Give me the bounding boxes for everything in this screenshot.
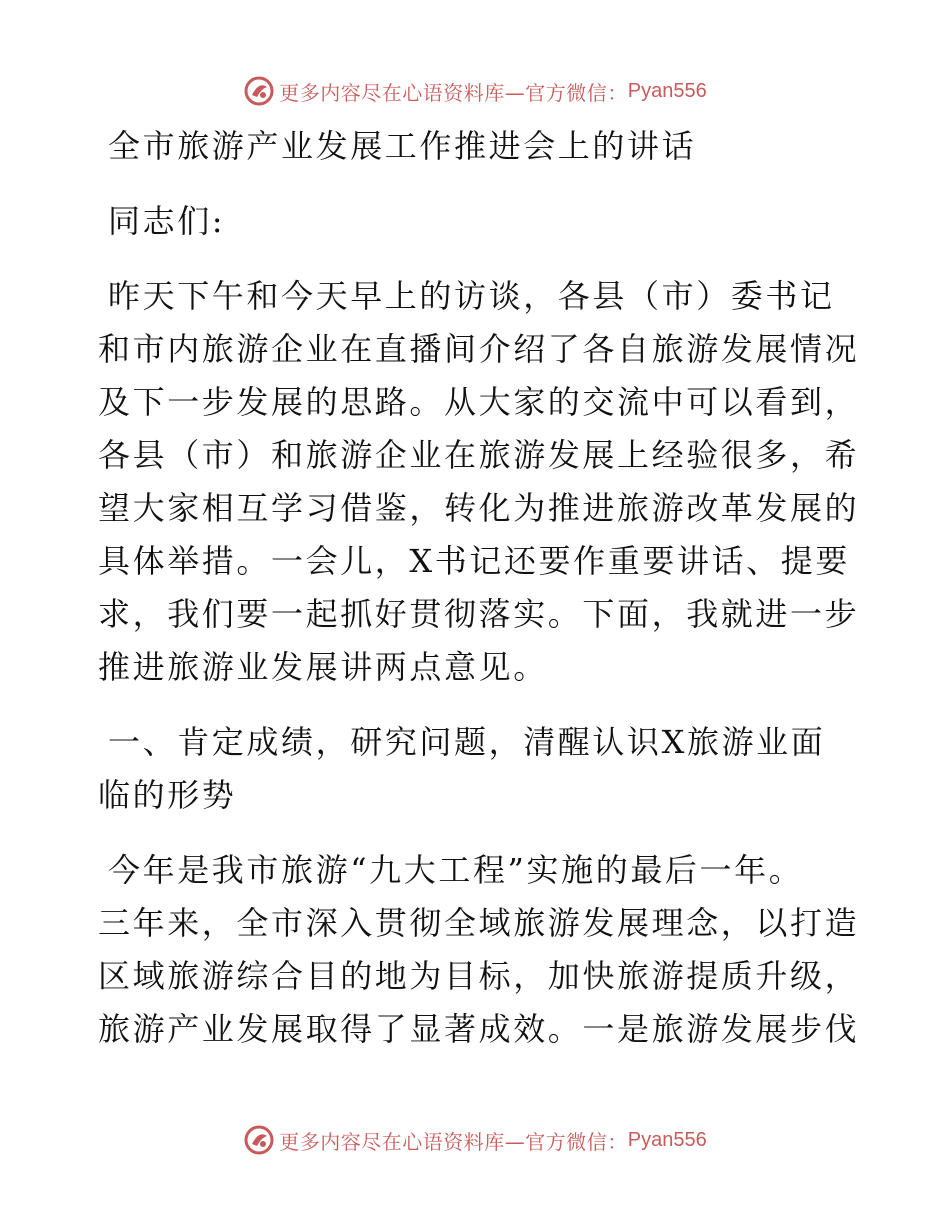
paragraph-line: 推进旅游业发展讲两点意见。 xyxy=(98,648,548,686)
paragraph-2 xyxy=(98,844,858,1056)
paragraph-line: 三年来，全市深入贯彻全域旅游发展理念，以打造 xyxy=(98,904,860,942)
watermark-wechat-id: Pyan556 xyxy=(627,1128,707,1151)
greeting: 同志们: xyxy=(108,202,226,240)
document-title: 全市旅游产业发展工作推进会上的讲话 xyxy=(108,127,697,165)
paragraph-line: 各县（市）和旅游企业在旅游发展上经验很多，希 xyxy=(98,436,860,474)
paragraph-line: 区域旅游综合目的地为目标，加快旅游提质升级， xyxy=(98,957,860,995)
watermark-text: 更多内容尽在心语资料库—官方微信： xyxy=(279,1129,628,1154)
heading-line: 临的形势 xyxy=(98,776,237,814)
document-body xyxy=(98,120,858,1056)
paragraph-line: 求，我们要一起抓好贯彻落实。下面，我就进一步 xyxy=(98,595,860,633)
header-watermark xyxy=(0,71,950,111)
paragraph-line: 及下一步发展的思路。从大家的交流中可以看到， xyxy=(98,383,860,421)
watermark-wechat-id: Pyan556 xyxy=(627,79,707,102)
heading-line: 一、肯定成绩，研究问题，清醒认识X旅游业面 xyxy=(108,723,826,761)
paragraph-line: 今年是我市旅游“九大工程”实施的最后一年。 xyxy=(108,851,804,889)
footer-watermark xyxy=(0,1120,950,1160)
swirl-logo-icon xyxy=(243,75,275,107)
section-heading-1 xyxy=(98,716,858,822)
paragraph-line: 具体举措。一会儿，X书记还要作重要讲话、提要 xyxy=(98,542,850,580)
paragraph-line: 望大家相互学习借鉴，转化为推进旅游改革发展的 xyxy=(98,489,860,527)
paragraph-line: 和市内旅游企业在直播间介绍了各自旅游发展情况 xyxy=(98,330,860,368)
paragraph-1 xyxy=(98,270,858,694)
swirl-logo-icon xyxy=(243,1124,275,1156)
paragraph-line: 昨天下午和今天早上的访谈，各县（市）委书记 xyxy=(108,277,835,315)
paragraph-line: 旅游产业发展取得了显著成效。一是旅游发展步伐 xyxy=(98,1010,860,1048)
watermark-text: 更多内容尽在心语资料库—官方微信： xyxy=(279,80,628,105)
